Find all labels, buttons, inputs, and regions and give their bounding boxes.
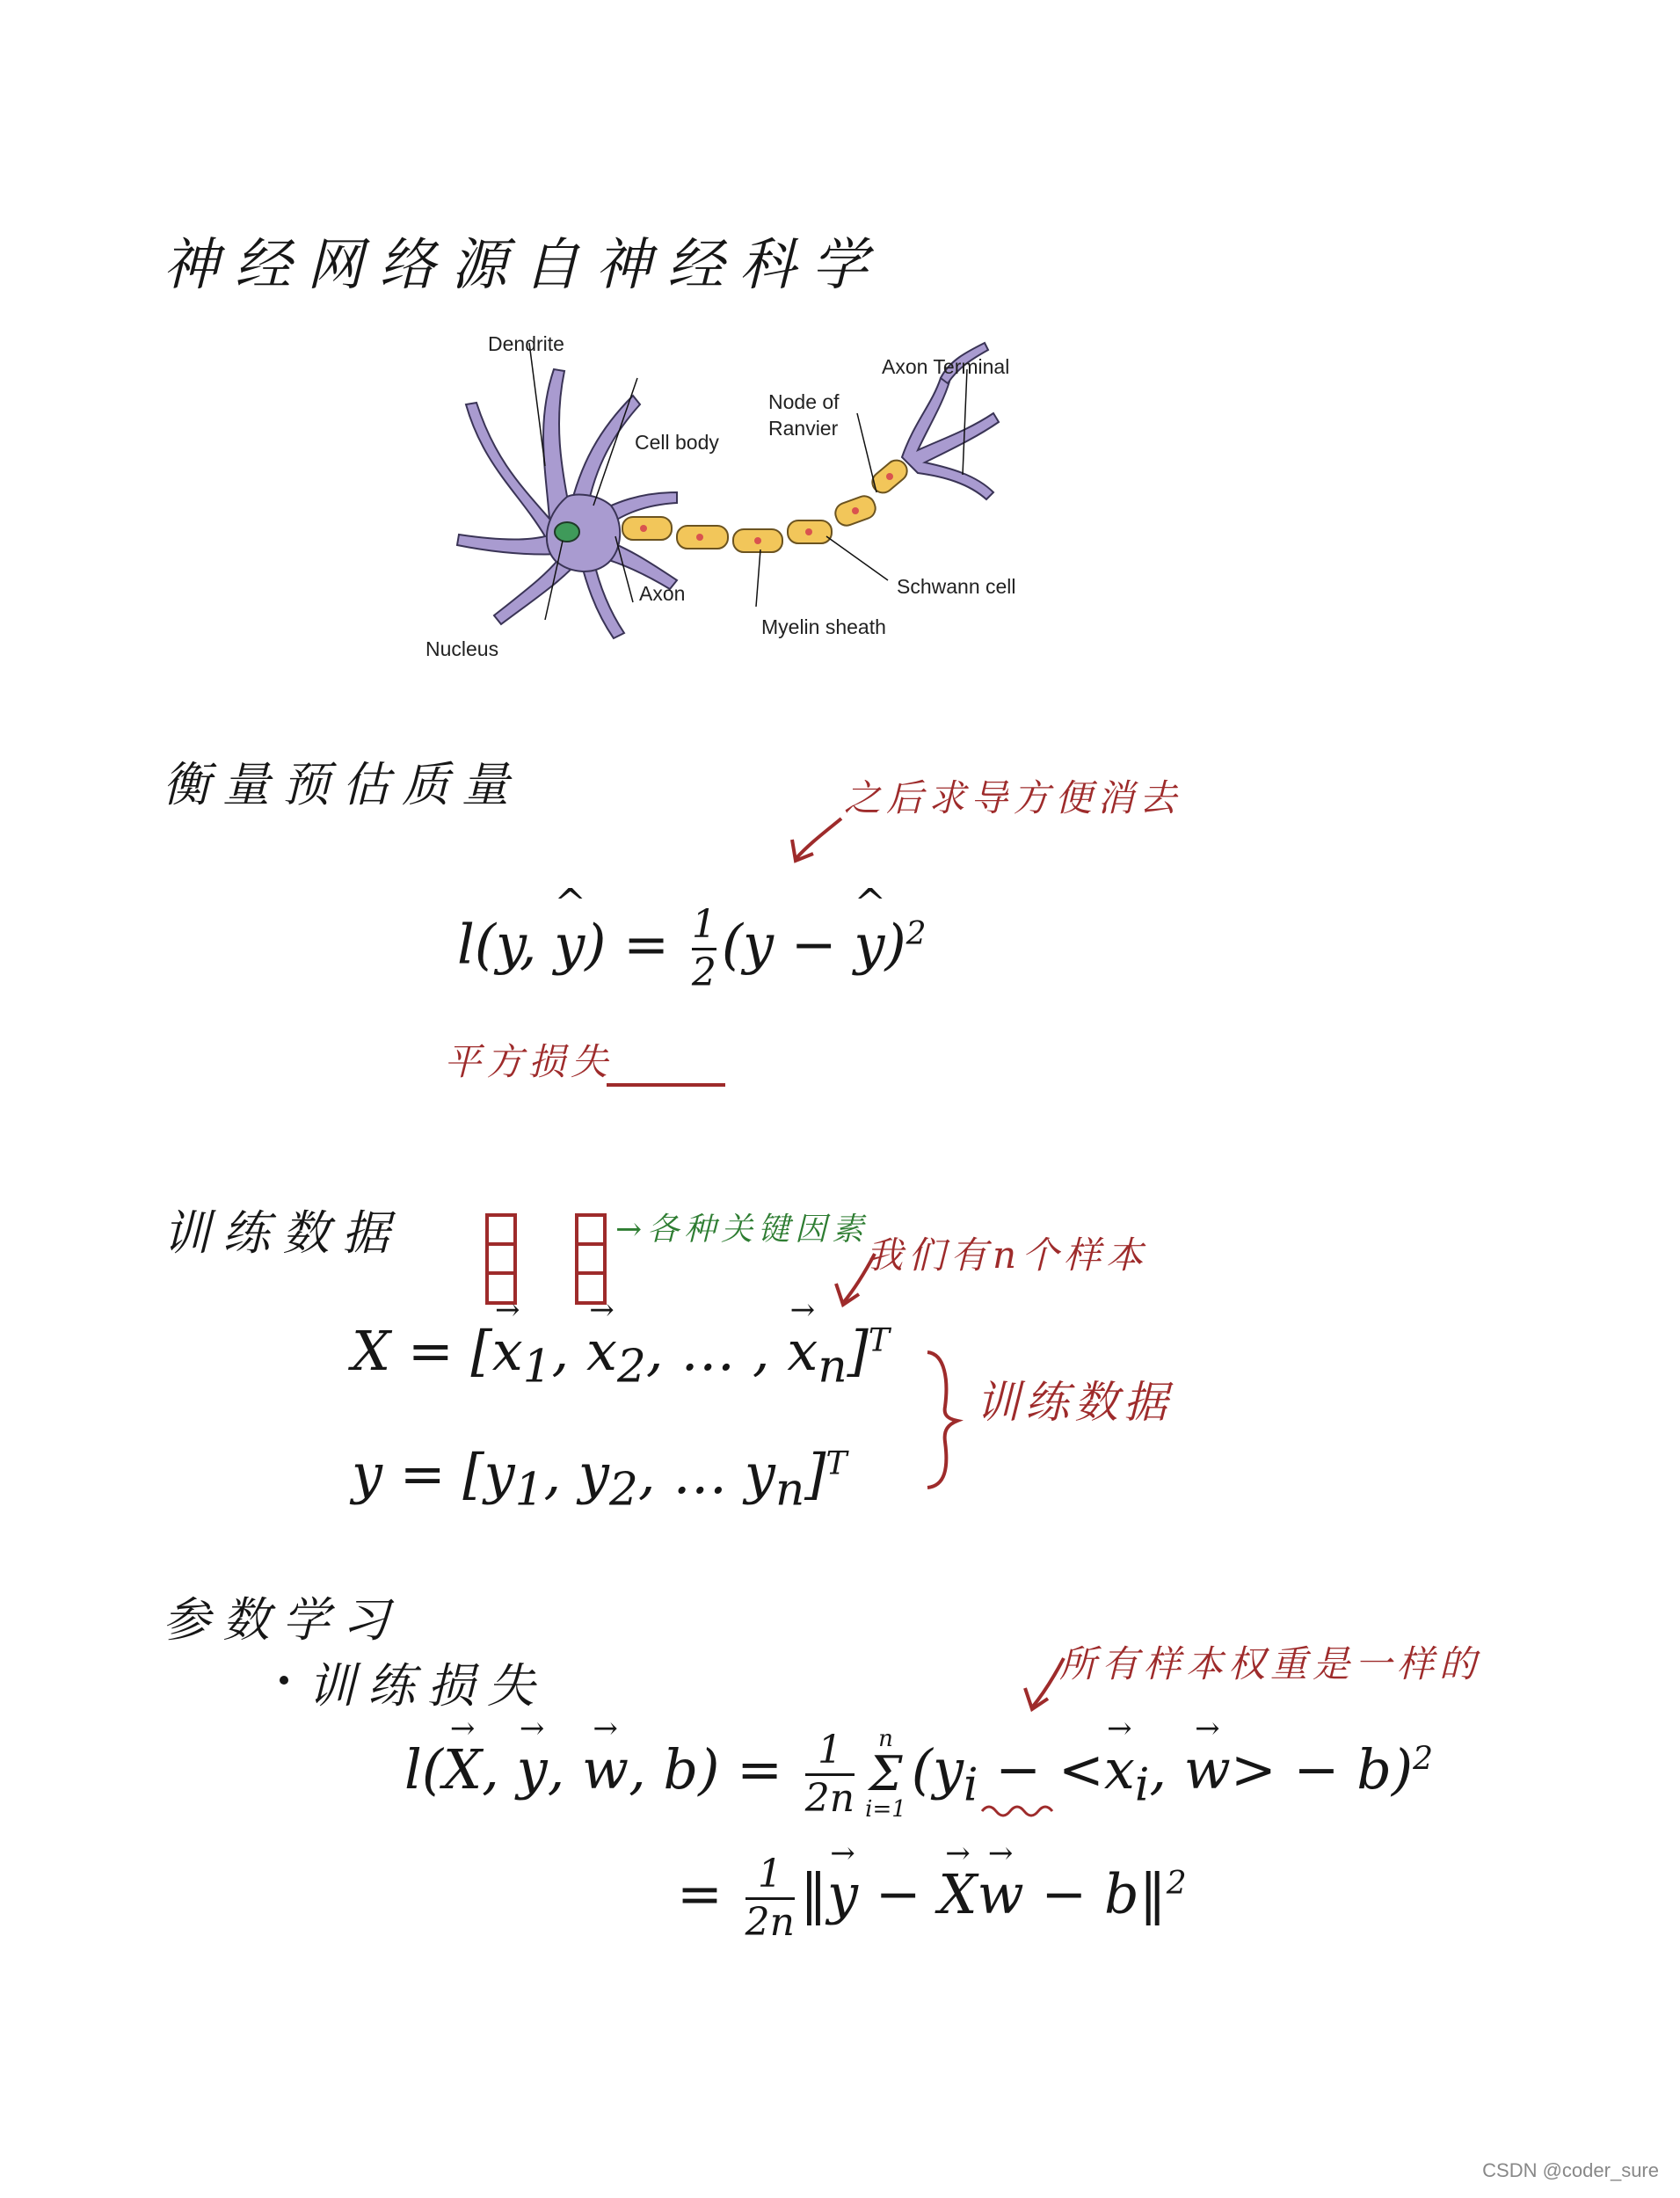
- y2-subscript: 2: [608, 1463, 638, 1517]
- note-same-weight: 所有样本权重是一样的: [1059, 1642, 1482, 1685]
- exponent-2: 2: [905, 915, 927, 952]
- y-hat: ^ y: [554, 913, 585, 977]
- xn-subscript: n: [818, 1340, 847, 1394]
- x2-vector: → x: [586, 1319, 617, 1383]
- loss-close: ): [884, 912, 906, 977]
- norm-formula: [677, 1852, 1187, 1945]
- xn-vector: → x: [787, 1319, 818, 1383]
- note-square-loss: 平方损失: [444, 1040, 614, 1083]
- arrow-to-half: [787, 813, 848, 866]
- subheading-training-loss: 训练损失: [308, 1658, 547, 1714]
- yn-subscript: n: [775, 1463, 805, 1517]
- norm-equals: =: [677, 1861, 740, 1926]
- X-dots: , … ,: [645, 1319, 788, 1383]
- train-tail: > − b): [1230, 1737, 1414, 1802]
- sigma-symbol: Σ: [869, 1746, 903, 1801]
- comma: ,: [551, 1319, 586, 1383]
- note-training-data: 训练数据: [976, 1377, 1173, 1428]
- loss-paren: (y −: [721, 912, 855, 977]
- X-vector-b: → X: [938, 1862, 977, 1926]
- square-loss-underline: [607, 1083, 725, 1087]
- norm-open: ‖: [800, 1861, 828, 1926]
- label-cell-body: Cell body: [635, 431, 719, 454]
- label-axon-terminal: Axon Terminal: [882, 355, 1010, 378]
- loss-lhs: l(y,: [457, 912, 555, 977]
- y-dots: , … y: [637, 1442, 775, 1506]
- wavy-underline-w: [980, 1802, 1059, 1820]
- y-hat-2: ^ y: [854, 913, 884, 977]
- minus-angle: − <: [978, 1737, 1104, 1802]
- X-symbol: X: [352, 1319, 391, 1383]
- label-node-of-ranvier-2: Ranvier: [768, 417, 839, 440]
- note-derivative: 之后求导方便消去: [844, 776, 1182, 819]
- note-n-samples: 我们有n个样本: [866, 1234, 1149, 1277]
- transpose-T: T: [868, 1322, 890, 1359]
- label-axon: Axon: [639, 582, 686, 605]
- one-half-fraction: [691, 902, 716, 995]
- heading-measure-quality: 衡量预估质量: [163, 757, 521, 812]
- frac-den: 2n: [804, 1775, 855, 1821]
- w-vector-b: → w: [978, 1862, 1024, 1926]
- norm-minus: −: [858, 1861, 939, 1926]
- squared-loss-formula: [457, 902, 927, 995]
- training-loss-formula: [404, 1728, 1433, 1821]
- one-over-2n: [804, 1727, 855, 1821]
- y-lhs: y = [y: [352, 1442, 515, 1506]
- frac-den-b: 2n: [745, 1900, 796, 1945]
- summation: [865, 1728, 906, 1821]
- heading-parameter-learning: 参数学习: [163, 1592, 402, 1648]
- y1-subscript: 1: [514, 1463, 544, 1517]
- label-myelin-sheath: Myelin sheath: [761, 615, 886, 638]
- w-vector-2: → w: [1184, 1737, 1231, 1801]
- y-close-bracket: ]: [804, 1442, 826, 1506]
- label-nucleus: Nucleus: [425, 637, 499, 660]
- fraction-numerator: 1: [691, 902, 716, 947]
- one-over-2n-b: [745, 1852, 796, 1945]
- y-mid: , y: [543, 1442, 609, 1506]
- label-schwann-cell: Schwann cell: [897, 575, 1016, 598]
- x1-vector: → x: [492, 1319, 523, 1383]
- y-vector-b: → y: [827, 1862, 858, 1926]
- label-node-of-ranvier-1: Node of: [768, 390, 840, 413]
- heading-training-data: 训练数据: [163, 1205, 402, 1261]
- sum-upper: n: [878, 1726, 893, 1752]
- xi-vector: → x: [1104, 1737, 1135, 1801]
- X-vector: → X: [443, 1737, 482, 1801]
- yi-subscript: i: [964, 1758, 978, 1812]
- comma-2: ,: [547, 1737, 583, 1802]
- label-dendrite: Dendrite: [488, 332, 564, 355]
- xi-subscript: i: [1134, 1758, 1150, 1812]
- exponent-2b: 2: [1413, 1741, 1433, 1778]
- comma-1: ,: [482, 1737, 517, 1802]
- watermark: CSDN @coder_sure: [1482, 2159, 1659, 2181]
- frac-num-b: 1: [757, 1852, 782, 1896]
- arrow-to-w: [1020, 1653, 1073, 1714]
- train-b: , b) =: [629, 1737, 800, 1802]
- nucleus-shape: [555, 522, 579, 542]
- x1-subscript: 1: [522, 1340, 552, 1394]
- w-vector: → w: [582, 1737, 629, 1801]
- y-vector: → y: [517, 1737, 548, 1801]
- note-features: →各种关键因素: [615, 1212, 869, 1248]
- y-vector-formula: [352, 1442, 847, 1516]
- heading-neural-networks: 神经网络源自神经科学: [163, 233, 884, 298]
- fraction-denominator: 2: [691, 950, 716, 995]
- X-matrix-formula: [352, 1319, 890, 1393]
- X-close-bracket: ]: [847, 1319, 869, 1383]
- transpose-T-2: T: [825, 1445, 847, 1482]
- train-yi: (y: [911, 1737, 964, 1802]
- loss-equals: ) =: [585, 912, 687, 977]
- sum-lower: i=1: [865, 1796, 906, 1823]
- norm-b: − b‖: [1023, 1861, 1167, 1926]
- bullet-point: [280, 1676, 288, 1685]
- x2-subscript: 2: [616, 1340, 646, 1394]
- frac-num: 1: [817, 1727, 842, 1772]
- training-data-brace: [919, 1345, 971, 1495]
- train-l: l(: [404, 1737, 444, 1802]
- arrow-to-xn: [831, 1248, 884, 1310]
- comma-3: ,: [1149, 1737, 1184, 1802]
- exponent-2c: 2: [1166, 1865, 1187, 1902]
- X-equals: = [: [390, 1319, 492, 1383]
